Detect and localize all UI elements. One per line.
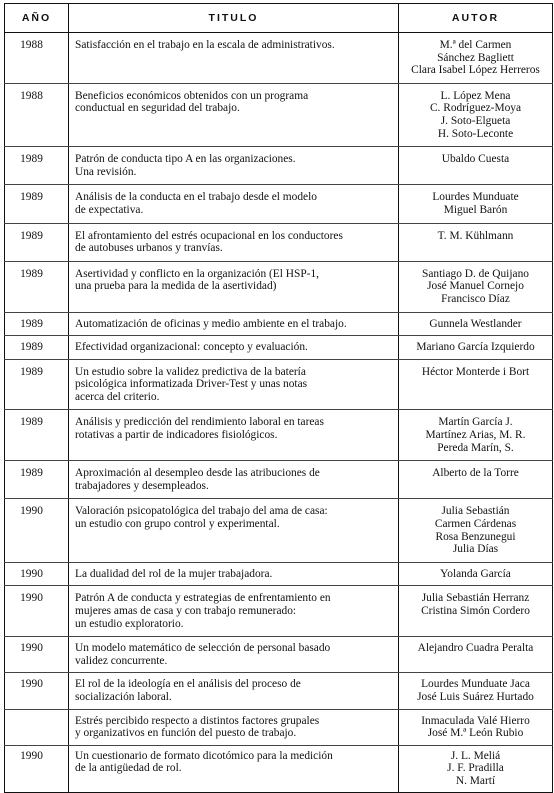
author-name: Lourdes Munduate [432, 191, 519, 204]
author-name: Martínez Arias, M. R. [425, 429, 526, 442]
column-header-title: TITULO [69, 4, 399, 33]
title-line: trabajadores y desempleados. [75, 479, 209, 492]
column-header-year: AÑO [5, 4, 69, 33]
author-cell [399, 562, 553, 586]
year-cell: 1989 [5, 336, 69, 360]
title-line: Asertividad y conflicto en la organización (El HSP-1, [75, 267, 319, 280]
author-name: Julia Días [452, 543, 499, 556]
title-cell [69, 312, 399, 336]
year-cell: 1989 [5, 223, 69, 261]
title-line: acerca del criterio. [75, 390, 160, 403]
author-cell [399, 745, 553, 792]
author-cell [399, 336, 553, 360]
title-line: conductual en seguridad del trabajo. [75, 102, 240, 115]
author-name: L. López Mena [440, 89, 511, 102]
table-row [5, 562, 553, 586]
author-name: Héctor Monterde i Bort [421, 365, 530, 378]
title-cell [69, 185, 399, 223]
year-cell: 1989 [5, 185, 69, 223]
author-name: J. L. Meliá [450, 749, 501, 762]
author-name: Alberto de la Torre [432, 467, 519, 480]
author-name: Ubaldo Cuesta [441, 153, 510, 166]
title-cell [69, 709, 399, 745]
author-name: Gunnela Westlander [429, 317, 522, 330]
title-line: Una revisión. [75, 165, 137, 178]
title-cell [69, 637, 399, 673]
author-name: Pereda Marín, S. [437, 441, 514, 454]
title-line: Un modelo matemático de selección de personal basado [75, 642, 331, 655]
title-cell [69, 147, 399, 185]
table-body [5, 33, 553, 793]
title-line: Valoración psicopatológica del trabajo del ama de casa: [75, 505, 328, 518]
table-row [5, 673, 553, 709]
title-cell [69, 745, 399, 792]
author-name: Carmen Cárdenas [434, 518, 517, 531]
table-row [5, 33, 553, 84]
column-header-author: AUTOR [399, 4, 553, 33]
title-line: de la antigüedad de rol. [75, 762, 182, 775]
year-cell: 1989 [5, 359, 69, 410]
table-row [5, 261, 553, 312]
title-line: rotativas a partir de indicadores fisiológicos. [75, 429, 278, 442]
author-name: Francisco Díaz [441, 292, 510, 305]
title-line: psicológica informatizada Driver-Test y unas notas [75, 378, 308, 391]
year-cell: 1990 [5, 586, 69, 637]
author-cell [399, 410, 553, 461]
author-cell [399, 185, 553, 223]
table-row [5, 147, 553, 185]
author-name: H. Soto-Leconte [437, 127, 514, 140]
title-line: Análisis de la conducta en el trabajo desde el modelo [75, 191, 317, 204]
table-row [5, 745, 553, 792]
title-line: La dualidad del rol de la mujer trabajadora. [75, 567, 273, 580]
year-cell [5, 709, 69, 745]
author-name: Santiago D. de Quijano [422, 267, 529, 280]
year-cell: 1989 [5, 461, 69, 499]
year-cell: 1988 [5, 83, 69, 146]
author-name: Rosa Benzunegui [435, 530, 516, 543]
title-line: un estudio exploratorio. [75, 617, 184, 630]
table-row [5, 312, 553, 336]
author-cell [399, 673, 553, 709]
author-name: M.ª del Carmen [439, 39, 512, 51]
title-line: Efectividad organizacional: concepto y evaluación. [75, 341, 308, 354]
table-row [5, 83, 553, 146]
author-name: C. Rodríguez-Moya [429, 102, 522, 115]
author-name: J. Soto-Elgueta [440, 114, 511, 127]
title-line: de autobuses urbanos y tranvías. [75, 242, 223, 255]
title-cell [69, 33, 399, 84]
author-name: Clara Isabel López Herreros [411, 64, 540, 77]
title-cell [69, 83, 399, 146]
author-name: Yolanda García [440, 567, 511, 580]
title-line: Estrés percibido respecto a distintos factores grupales [75, 714, 320, 727]
year-cell: 1989 [5, 410, 69, 461]
author-cell [399, 637, 553, 673]
publications-table [4, 3, 553, 793]
author-name: Julia Sebastián Herranz [421, 592, 530, 605]
author-cell [399, 33, 553, 84]
author-name: Sánchez Bagliett [437, 51, 514, 64]
author-name: Alejandro Cuadra Peralta [417, 642, 534, 655]
title-cell [69, 336, 399, 360]
author-cell [399, 709, 553, 745]
title-line: Un cuestionario de formato dicotómico para la medición [75, 749, 333, 762]
table-row [5, 637, 553, 673]
author-name: T. M. Kühlmann [437, 229, 514, 242]
author-cell [399, 312, 553, 336]
title-line: Análisis y predicción del rendimiento laboral en tareas [75, 416, 324, 429]
table-row [5, 185, 553, 223]
title-cell [69, 673, 399, 709]
title-line: El rol de la ideología en el análisis del proceso de [75, 678, 301, 691]
author-name: Lourdes Munduate Jaca [421, 678, 530, 691]
author-cell [399, 83, 553, 146]
table-row [5, 359, 553, 410]
author-name: José Manuel Cornejo [427, 280, 524, 293]
table-row [5, 410, 553, 461]
title-line: El afrontamiento del estrés ocupacional en los conductores [75, 229, 343, 242]
title-line: Automatización de oficinas y medio ambiente en el trabajo. [75, 317, 347, 330]
author-name: Miguel Barón [443, 203, 508, 216]
title-line: Un estudio sobre la validez predictiva de la batería [75, 365, 306, 378]
title-line: validez concurrente. [75, 654, 168, 667]
year-cell: 1990 [5, 637, 69, 673]
title-line: una prueba para la medida de la asertividad) [75, 280, 277, 293]
title-cell [69, 223, 399, 261]
title-cell [69, 586, 399, 637]
year-cell: 1990 [5, 499, 69, 562]
title-cell [69, 410, 399, 461]
title-cell [69, 499, 399, 562]
table-row [5, 586, 553, 637]
author-cell [399, 261, 553, 312]
year-cell: 1990 [5, 562, 69, 586]
table-row [5, 336, 553, 360]
table-header-row [5, 4, 553, 33]
year-cell: 1989 [5, 312, 69, 336]
title-line: Aproximación al desempleo desde las atribuciones de [75, 467, 320, 480]
title-line: de expectativa. [75, 203, 144, 216]
title-line: un estudio con grupo control y experimental. [75, 518, 280, 531]
title-cell [69, 359, 399, 410]
title-line: Patrón de conducta tipo A en las organizaciones. [75, 153, 296, 166]
table-row [5, 223, 553, 261]
title-line: y organizativos en función del puesto de trabajo. [75, 727, 297, 740]
title-cell [69, 562, 399, 586]
title-line: socialización laboral. [75, 690, 172, 703]
author-cell [399, 461, 553, 499]
title-cell [69, 261, 399, 312]
year-cell: 1989 [5, 147, 69, 185]
table-row [5, 709, 553, 745]
table-row [5, 499, 553, 562]
author-cell [399, 359, 553, 410]
year-cell: 1990 [5, 745, 69, 792]
author-name: Cristina Simón Cordero [421, 605, 530, 617]
title-cell [69, 461, 399, 499]
author-cell [399, 499, 553, 562]
author-cell [399, 147, 553, 185]
title-line: mujeres amas de casa y con trabajo remunerado: [75, 605, 297, 617]
title-line: Patrón A de conducta y estrategias de enfrentamiento en [75, 592, 331, 605]
year-cell: 1989 [5, 261, 69, 312]
author-name: J. F. Pradilla [447, 762, 504, 775]
year-cell: 1990 [5, 673, 69, 709]
author-name: Julia Sebastián [441, 505, 510, 518]
title-line: Beneficios económicos obtenidos con un programa [75, 89, 309, 102]
author-cell [399, 586, 553, 637]
author-name: Martín García J. [438, 416, 513, 429]
author-name: José Luis Suárez Hurtado [417, 690, 534, 703]
author-name: José M.ª León Rubio [427, 727, 524, 740]
author-name: N. Martí [455, 774, 496, 787]
author-name: Mariano García Izquierdo [416, 341, 535, 354]
year-cell: 1988 [5, 33, 69, 84]
title-line: Satisfacción en el trabajo en la escala de administrativos. [75, 39, 335, 51]
author-cell [399, 223, 553, 261]
table-row [5, 461, 553, 499]
author-name: Inmaculada Valé Hierro [421, 714, 530, 727]
